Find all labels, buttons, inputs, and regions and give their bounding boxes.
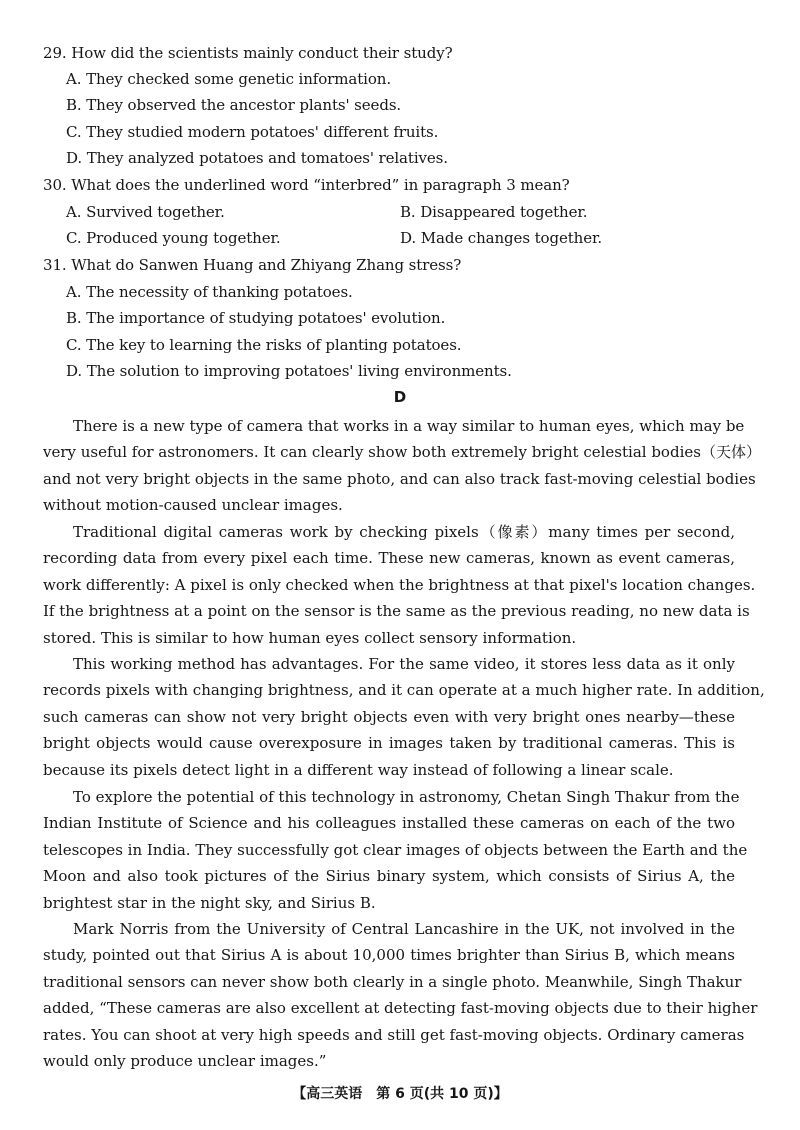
question-stem: 30. What does the underlined word “interbred” in paragraph 3 mean? [43, 176, 570, 194]
section-title: D [393, 388, 407, 406]
option-a: A. The necessity of thanking potatoes. [66, 283, 353, 301]
passage-line: Traditional digital cameras work by checking pixels（像素）many times per second, [73, 523, 735, 541]
passage-line: stored. This is similar to how human eyes collect sensory information. [43, 628, 577, 647]
passage-line: This working method has advantages. For the same video, it stores less data as it only [73, 655, 735, 673]
passage-line: traditional sensors can never show both clearly in a single photo. Meanwhile, Singh Thakur [43, 972, 742, 991]
passage-line: Moon and also took pictures of the Sirius binary system, which consists of Sirius A, the [43, 867, 735, 886]
passage-paragraph-3 [43, 651, 765, 783]
passage-line: If the brightness at a point on the sensor is the same as the previous reading, no new data is [43, 602, 750, 621]
option-d: D. They analyzed potatoes and tomatoes' relatives. [66, 149, 448, 167]
passage-line: and not very bright objects in the same photo, and can also track fast-moving celestial bodies [43, 469, 756, 488]
option-a: A. Survived together. [66, 203, 225, 221]
passage-line: telescopes in India. They successfully got clear images of objects between the Earth and the [43, 840, 748, 859]
passage-paragraph-2 [43, 519, 756, 651]
option-b: B. They observed the ancestor plants' seeds. [66, 96, 402, 114]
page-footer: 【高三英语 第 6 页(共 10 页)】 [292, 1086, 508, 1102]
option-b: B. The importance of studying potatoes' evolution. [66, 309, 446, 327]
passage-line: because its pixels detect light in a different way instead of following a linear scale. [43, 760, 674, 779]
passage-line: brightest star in the night sky, and Sirius B. [43, 893, 376, 912]
passage-line: without motion-caused unclear images. [43, 496, 343, 515]
passage-line: work differently: A pixel is only checked when the brightness at that pixel's location changes. [43, 575, 756, 594]
passage-paragraph-5 [43, 916, 758, 1074]
passage-line: would only produce unclear images.” [43, 1052, 327, 1071]
question-stem: 31. What do Sanwen Huang and Zhiyang Zhang stress? [43, 256, 462, 274]
passage-line: Indian Institute of Science and his colleagues installed these cameras on each of the two [43, 814, 735, 833]
passage-line: added, “These cameras are also excellent at detecting fast-moving objects due to their higher [43, 999, 758, 1018]
question-stem: 29. How did the scientists mainly conduct their study? [43, 44, 453, 62]
option-d: D. The solution to improving potatoes' living environments. [66, 362, 512, 380]
option-c: C. Produced young together. [66, 229, 281, 247]
option-b: B. Disappeared together. [400, 203, 588, 221]
passage-line: such cameras can show not very bright objects even with very bright ones nearby—these [43, 707, 735, 726]
option-d: D. Made changes together. [400, 229, 603, 247]
passage-line: bright objects would cause overexposure in images taken by traditional cameras. This is [43, 734, 735, 753]
option-c: C. The key to learning the risks of planting potatoes. [66, 336, 462, 354]
passage-paragraph-1 [43, 413, 761, 519]
passage-line: rates. You can shoot at very high speeds and still get fast-moving objects. Ordinary cameras [43, 1025, 745, 1044]
option-a: A. They checked some genetic information. [66, 70, 391, 88]
passage-line: very useful for astronomers. It can clearly show both extremely bright celestial bodies（天体） [43, 443, 761, 462]
option-c: C. They studied modern potatoes' different fruits. [66, 123, 439, 141]
passage-line: There is a new type of camera that works in a way similar to human eyes, which may be [73, 417, 745, 435]
passage-line: study, pointed out that Sirius A is about 10,000 times brighter than Sirius B, which means [43, 946, 735, 965]
passage-paragraph-4 [43, 784, 748, 916]
passage-line: Mark Norris from the University of Central Lancashire in the UK, not involved in the [73, 920, 735, 938]
passage-line: To explore the potential of this technology in astronomy, Chetan Singh Thakur from the [73, 788, 740, 806]
passage-line: records pixels with changing brightness, and it can operate at a much higher rate. In addition, [43, 681, 765, 700]
passage-line: recording data from every pixel each time. These new cameras, known as event cameras, [43, 549, 735, 568]
